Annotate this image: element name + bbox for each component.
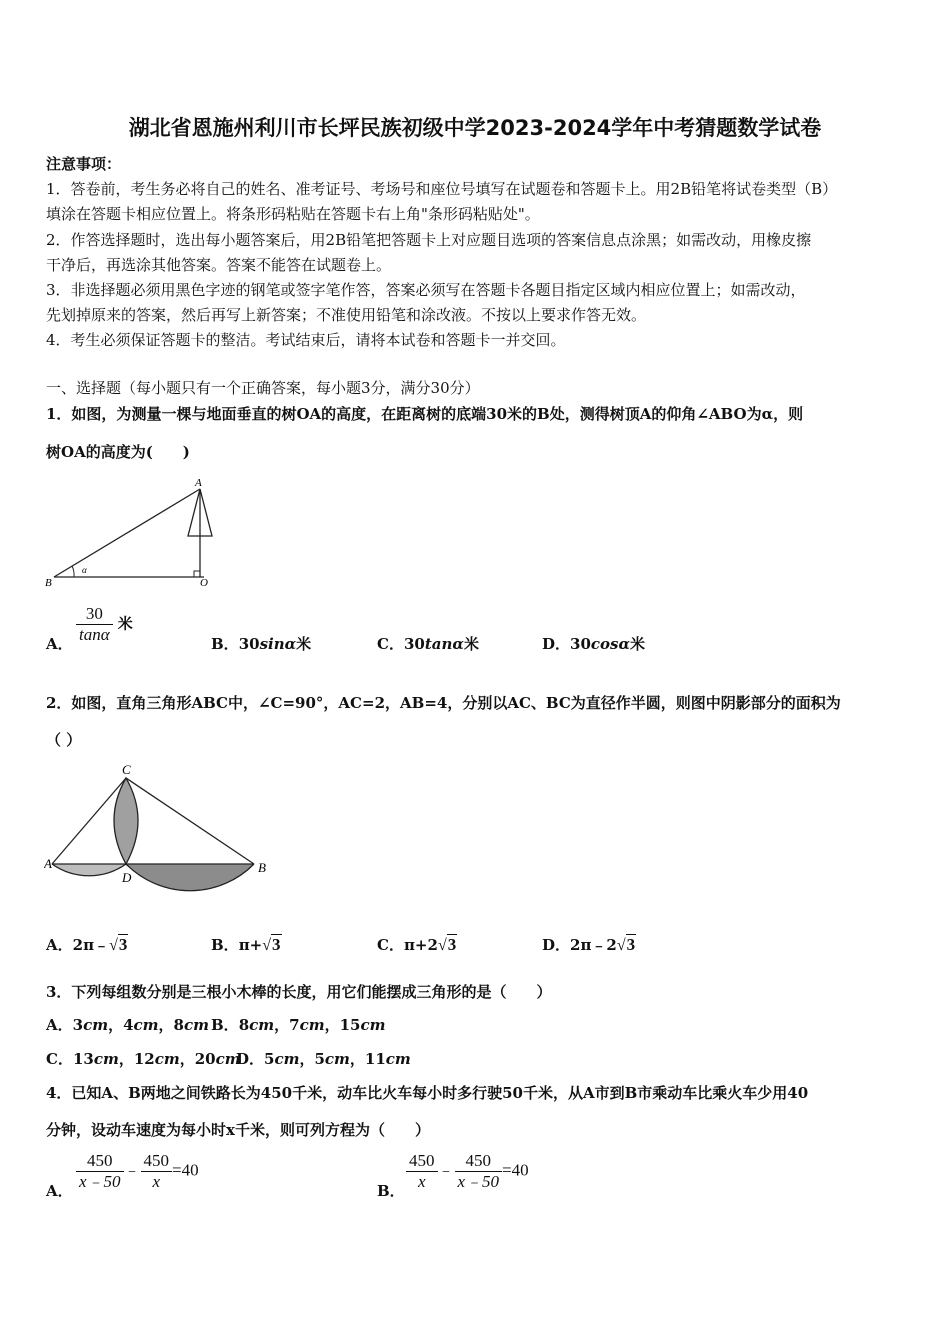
- page-title: 湖北省恩施州利川市长坪民族初级中学2023-2024学年中考猜题数学试卷: [128, 116, 822, 140]
- question-text: 树OA的高度为( ): [46, 443, 190, 461]
- option-b: $\frac{450}{x}$ ﹣ $\frac{450}{x﹣50}$ =40: [406, 1151, 529, 1191]
- notice-line: 先划掉原来的答案，然后再写上新答案；不准使用铅笔和涂改液。不按以上要求作答无效。: [46, 306, 647, 324]
- option-a: A．2π﹣√3: [46, 935, 128, 954]
- question-text: 4．已知A、B两地之间铁路长为450千米，动车比火车每小时多行驶50千米，从A市到B市乘动车比乘火车少用40: [46, 1084, 809, 1102]
- tree-figure: [44, 474, 219, 590]
- option-d: D．5cm，5cm，11cm: [236, 1050, 411, 1068]
- option-a: $\frac{450}{x﹣50}$ ﹣ $\frac{450}{x}$ =40: [76, 1151, 199, 1191]
- label-d: D: [122, 870, 132, 885]
- section-heading: 一、选择题（每小题只有一个正确答案，每小题3分，满分30分）: [46, 379, 480, 397]
- option-c: C．13cm，12cm，20cm: [46, 1050, 241, 1068]
- option-b: B．8cm，7cm，15cm: [211, 1016, 386, 1034]
- notice-line: 1．答卷前，考生务必将自己的姓名、准考证号、考场号和座位号填写在试题卷和答题卡上。用2B铅笔将试卷类型（B）: [46, 180, 838, 198]
- question-text: 分钟，设动车速度为每小时x千米，则可列方程为（ ）: [46, 1121, 430, 1139]
- option-a-label: A．: [46, 635, 73, 653]
- notice-line: 2．作答选择题时，选出每小题答案后，用2B铅笔把答题卡上对应题目选项的答案信息点涂黑；如需改动，用橡皮擦: [46, 231, 812, 249]
- option-a-label: A．: [46, 1182, 73, 1200]
- label-a: A: [44, 856, 52, 871]
- semicircle-figure: [44, 760, 279, 905]
- option-d: D．30cosα米: [542, 635, 646, 653]
- label-b: B: [45, 577, 52, 589]
- notice-line: 4．考生必须保证答题卡的整洁。考试结束后，请将本试卷和答题卡一并交回。: [46, 331, 566, 349]
- label-a: A: [195, 477, 202, 489]
- label-b: B: [258, 860, 266, 875]
- label-alpha: α: [82, 565, 87, 575]
- label-o: O: [200, 577, 208, 589]
- option-c: C．30tanα米: [377, 635, 479, 653]
- option-c: C．π+2√3: [377, 935, 457, 954]
- notice-heading: 注意事项：: [46, 155, 122, 173]
- option-b: B．π+√3: [211, 935, 281, 954]
- notice-line: 3．非选择题必须用黑色字迹的钢笔或签字笔作答，答案必须写在答题卡各题目指定区域内相应位置上；如需改动，: [46, 281, 806, 299]
- option-d: D．2π﹣2√3: [542, 935, 636, 954]
- notice-line: 干净后，再选涂其他答案。答案不能答在试题卷上。: [46, 256, 392, 274]
- label-c: C: [122, 762, 131, 777]
- question-text: 3．下列每组数分别是三根小木棒的长度，用它们能摆成三角形的是（ ）: [46, 983, 552, 1001]
- question-text: （ ）: [46, 731, 82, 749]
- option-a: A．3cm，4cm，8cm: [46, 1016, 209, 1034]
- question-text: 2．如图，直角三角形ABC中，∠C=90°，AC=2，AB=4，分别以AC、BC为直径作半圆，则图中阴影部分的面积为: [46, 694, 841, 712]
- notice-line: 填涂在答题卡相应位置上。将条形码粘贴在答题卡右上角"条形码粘贴处"。: [46, 205, 540, 223]
- option-a: $\frac{30}{\tan\alpha}$ 米: [76, 604, 133, 644]
- option-b: B．30sinα米: [211, 635, 312, 653]
- option-b-label: B．: [377, 1182, 405, 1200]
- question-text: 1．如图，为测量一棵与地面垂直的树OA的高度，在距离树的底端30米的B处，测得树顶A的仰角∠ABO为α，则: [46, 405, 804, 423]
